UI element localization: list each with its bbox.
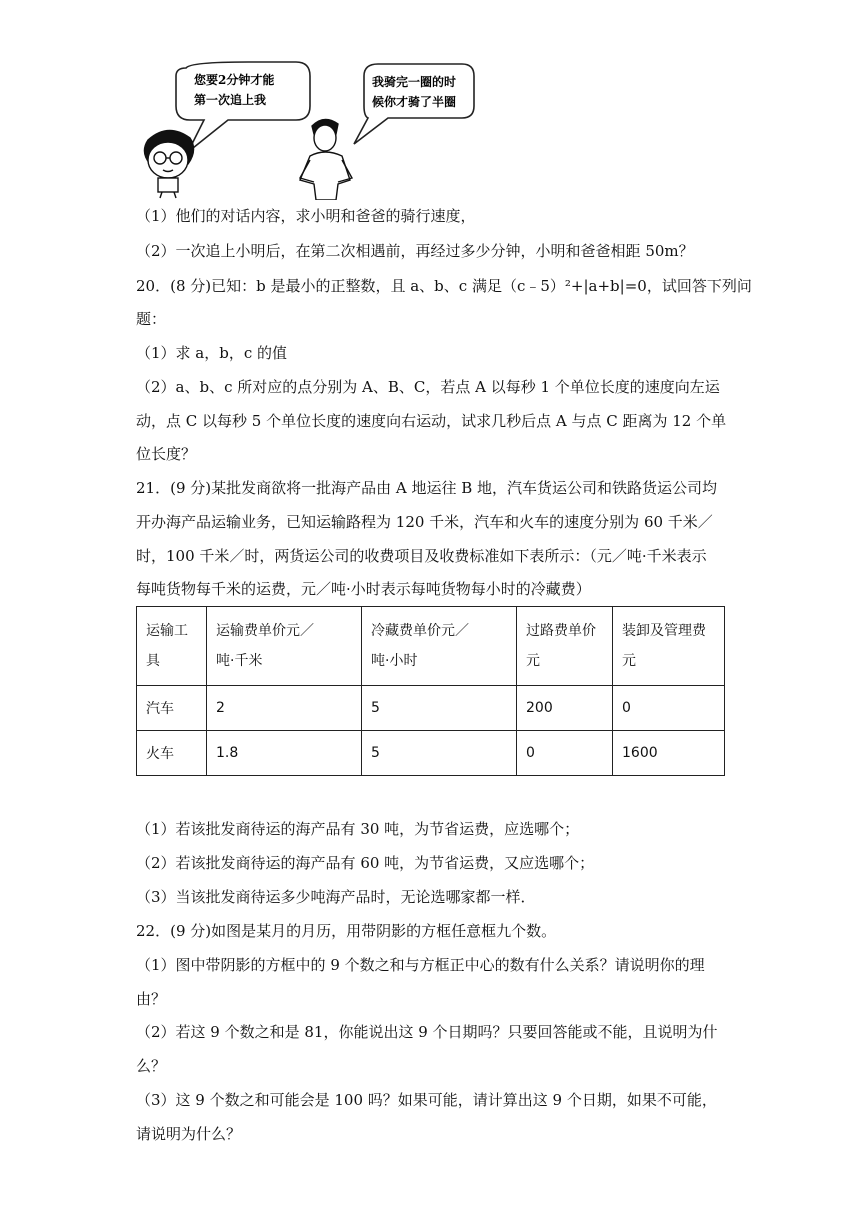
text-line-1: （1）他们的对话内容，求小明和爸爸的骑行速度，: [136, 207, 476, 225]
table-cell: 火车: [137, 731, 207, 776]
table-header-cell: 运输费单价元／ 吨·千米: [207, 607, 362, 686]
table-cell: 1.8: [207, 731, 362, 776]
question-22-part-1-line-1: （1）图中带阴影的方框中的 9 个数之和与方框正中心的数有什么关系？请说明你的理: [136, 956, 705, 974]
table-header-cell: 冷藏费单价元／ 吨·小时: [362, 607, 517, 686]
speech-bubble-right: [354, 64, 474, 144]
table-header-cell: 过路费单价 元: [517, 607, 613, 686]
speech-right-line-1: 我骑完一圈的时: [372, 75, 457, 89]
question-21-part-2: （2）若该批发商待运的海产品有 60 吨，为节省运费，又应选哪个；: [136, 854, 595, 872]
speech-right-line-2: 候你才骑了半圈: [372, 95, 457, 109]
question-21-part-1: （1）若该批发商待运的海产品有 30 吨，为节省运费，应选哪个；: [136, 820, 580, 838]
question-20-part-2-line-2: 动，点 C 以每秒 5 个单位长度的速度向右运动，试求几秒后点 A 与点 C 距离为 12 个单: [136, 412, 727, 430]
question-20-part-2-line-1: （2）a、b、c 所对应的点分别为 A、B、C，若点 A 以每秒 1 个单位长度的速度向左运: [136, 378, 720, 396]
table-cell: 汽车: [137, 686, 207, 731]
table-header-cell: 装卸及管理费 元: [613, 607, 725, 686]
table-cell: 5: [362, 686, 517, 731]
speech-left-line-2: 第一次追上我: [194, 93, 267, 107]
question-21-line-3: 时，100 千米／时，两货运公司的收费项目及收费标准如下表所示：（元／吨·千米表示: [136, 547, 707, 565]
question-20-part-2-line-3: 位长度？: [136, 445, 197, 463]
question-20-part-1: （1）求 a，b，c 的值: [136, 344, 288, 362]
table-cell: 2: [207, 686, 362, 731]
table-cell: 0: [613, 686, 725, 731]
question-22-part-2-line-1: （2）若这 9 个数之和是 81，你能说出这 9 个日期吗？只要回答能或不能，且说明为什: [136, 1023, 718, 1041]
table-header-cell: 运输工 具: [137, 607, 207, 686]
table-cell: 200: [517, 686, 613, 731]
fee-table: [136, 606, 725, 776]
question-20-line-1: 20．(8 分)已知：b 是最小的正整数，且 a、b、c 满足（c﹣5）²+|a+b|=0，试回答下列问: [136, 277, 752, 295]
text-line-2: （2）一次追上小明后，在第二次相遇前，再经过多少分钟，小明和爸爸相距 50m？: [136, 242, 694, 260]
question-22-part-1-line-2: 由？: [136, 990, 167, 1008]
question-21-line-4: 每吨货物每千米的运费，元／吨·小时表示每吨货物每小时的冷藏费）: [136, 580, 591, 598]
question-22-part-3-line-1: （3）这 9 个数之和可能会是 100 吗？如果可能，请计算出这 9 个日期，如果不可能，: [136, 1091, 717, 1109]
question-21-line-2: 开办海产品运输业务，已知运输路程为 120 千米，汽车和火车的速度分别为 60 千米／: [136, 513, 713, 531]
table-cell: 5: [362, 731, 517, 776]
table-row: [137, 731, 725, 776]
question-22-line-1: 22．(9 分)如图是某月的月历，用带阴影的方框任意框九个数。: [136, 922, 557, 940]
speech-bubble-left: [176, 62, 310, 152]
question-22-part-2-line-2: 么？: [136, 1057, 167, 1075]
question-21-part-3: （3）当该批发商待运多少吨海产品时，无论选哪家都一样．: [136, 888, 536, 906]
boy-figure: [144, 130, 193, 198]
question-22-part-3-line-2: 请说明为什么？: [136, 1125, 242, 1143]
question-21-line-1: 21．(9 分)某批发商欲将一批海产品由 A 地运往 B 地，汽车货运公司和铁路货运公司均: [136, 479, 718, 497]
question-20-line-2: 题：: [136, 310, 167, 328]
speech-left-line-1: 您要2分钟才能: [194, 73, 275, 87]
table-row: [137, 686, 725, 731]
table-cell: 1600: [613, 731, 725, 776]
dialogue-illustration: [128, 60, 488, 200]
table-cell: 0: [517, 731, 613, 776]
man-figure: [300, 119, 352, 200]
table-header-row: [137, 607, 725, 686]
